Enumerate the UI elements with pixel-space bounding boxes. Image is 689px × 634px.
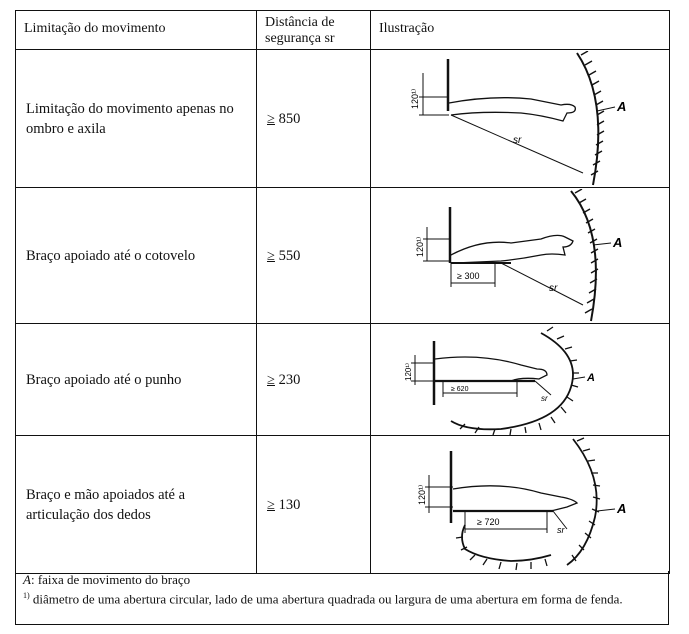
row-distance-text: [257, 495, 370, 515]
table-footnote: [15, 571, 669, 625]
fig-a-label: A: [617, 98, 627, 114]
header-illustration: [371, 11, 670, 50]
row-limitation-text: Braço e mão apoiados até a articulação dos dedos: [26, 486, 186, 523]
table-row: [16, 324, 670, 436]
header-limitation: [16, 11, 257, 50]
header-distance-text: [257, 11, 370, 49]
fig-sr-label: sr: [541, 393, 548, 403]
fig-support-label: ≥ 300: [457, 270, 480, 281]
distance-value: 550: [278, 247, 301, 264]
support-dimension: [453, 511, 553, 533]
row-illustration-cell: [371, 188, 670, 324]
height-dimension: [419, 73, 449, 115]
height-dimension: [411, 355, 435, 385]
reach-boundary-arc: [456, 438, 600, 570]
header-illustration-text: Ilustração: [379, 21, 435, 36]
safety-distance-table: [15, 10, 670, 574]
fig-height-label: 120¹⁾: [417, 484, 427, 505]
fig-sr-label: sr: [557, 524, 565, 535]
fig-support-label: ≥ 720: [477, 516, 500, 527]
table-row: [16, 436, 670, 574]
distance-value: 130: [278, 496, 301, 513]
ge-symbol: ≥: [267, 371, 275, 388]
fig-a-label: A: [613, 234, 623, 250]
fig-a-label: A: [617, 500, 627, 516]
shoulder-limit-illustration: [371, 51, 670, 187]
hand-support-illustration: [371, 437, 670, 573]
sr-distance-line: [535, 381, 551, 395]
ge-symbol: ≥: [267, 496, 275, 513]
row-illustration-cell: [371, 436, 670, 574]
header-limitation-text: Limitação do movimento: [24, 21, 166, 36]
distance-value: 850: [278, 110, 301, 127]
footnote-note-text: diâmetro de uma abertura circular, lado de uma abertura quadrada ou largura de uma abertura em forma de fenda.: [32, 590, 623, 606]
row-limitation-text: Braço apoiado até o punho: [26, 371, 182, 388]
row-distance-text: [257, 246, 370, 266]
header-distance-line2: segurança sr: [265, 31, 335, 46]
arm-outline: [453, 485, 577, 510]
footnote-marker: 1): [23, 590, 30, 600]
row-distance-text: [257, 109, 370, 129]
row-limitation-cell: [16, 324, 257, 436]
fig-a-label: A: [587, 371, 595, 384]
support-dimension: [435, 381, 535, 397]
ge-symbol: ≥: [267, 247, 275, 264]
table-row: [16, 50, 670, 188]
table-header-row: [16, 11, 670, 50]
row-distance-cell: [257, 50, 371, 188]
fig-support-label: ≥ 620: [451, 385, 469, 393]
header-distance: [257, 11, 371, 50]
row-limitation-cell: [16, 436, 257, 574]
footnote-note-line: [23, 588, 662, 607]
row-limitation-cell: [16, 50, 257, 188]
row-illustration-cell: [371, 50, 670, 188]
arm-outline: [451, 235, 573, 263]
elbow-support-illustration: [371, 189, 670, 323]
wrist-support-illustration: [371, 325, 670, 435]
reach-boundary-arc: [577, 51, 604, 185]
row-illustration-cell: [371, 324, 670, 436]
ge-symbol: ≥: [267, 110, 275, 127]
fig-sr-label: sr: [549, 282, 558, 294]
row-distance-text: [257, 370, 370, 390]
sr-distance-line: [501, 263, 583, 305]
row-limitation-text: Limitação do movimento apenas no ombro e axila: [26, 100, 234, 137]
distance-value: 230: [278, 371, 301, 388]
table-row: [16, 188, 670, 324]
footnote-a-text: : faixa de movimento do braço: [30, 572, 191, 587]
arm-outline: [449, 97, 575, 120]
height-dimension: [425, 475, 453, 513]
row-distance-cell: [257, 324, 371, 436]
footnote-a-symbol: A: [23, 572, 31, 587]
fig-sr-label: sr: [513, 134, 522, 146]
row-distance-cell: [257, 188, 371, 324]
fig-height-label: 120¹⁾: [404, 362, 413, 381]
row-limitation-cell: [16, 188, 257, 324]
header-distance-line1: Distância de: [265, 15, 335, 30]
row-limitation-text: Braço apoiado até o cotovelo: [26, 247, 196, 264]
row-distance-cell: [257, 436, 371, 574]
height-dimension: [423, 227, 451, 261]
footnote-a-line: [23, 572, 662, 588]
fig-height-label: 120¹⁾: [415, 236, 425, 257]
fig-height-label: 120¹⁾: [410, 88, 420, 109]
arm-outline: [435, 357, 547, 381]
